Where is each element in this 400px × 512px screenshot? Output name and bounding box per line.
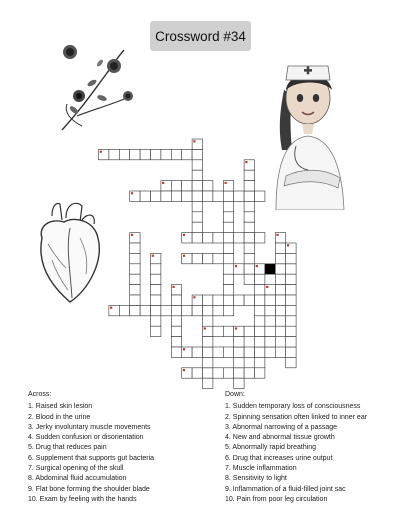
grid-cell[interactable] <box>203 295 213 305</box>
clue-number-marker <box>131 234 133 236</box>
grid-cell[interactable] <box>171 181 181 191</box>
grid-cell[interactable] <box>182 149 192 159</box>
grid-cell[interactable] <box>151 305 161 315</box>
grid-cell[interactable] <box>151 285 161 295</box>
clue-number-marker <box>183 234 185 236</box>
grid-cell[interactable] <box>286 305 296 315</box>
grid-cell[interactable] <box>244 212 254 222</box>
clue-number-marker <box>183 255 185 257</box>
clue-number-marker <box>100 151 102 153</box>
grid-cell[interactable] <box>265 326 275 336</box>
grid-cell[interactable] <box>275 285 285 295</box>
grid-cell[interactable] <box>244 295 254 305</box>
grid-cell[interactable] <box>275 264 285 274</box>
grid-cell[interactable] <box>213 253 223 263</box>
grid-cell[interactable] <box>286 326 296 336</box>
clue-number-marker <box>245 161 247 163</box>
grid-cell[interactable] <box>140 191 150 201</box>
grid-cell[interactable] <box>203 253 213 263</box>
grid-cell[interactable] <box>255 305 265 315</box>
grid-cell[interactable] <box>255 326 265 336</box>
grid-cell[interactable] <box>223 264 233 274</box>
grid-cell[interactable] <box>234 378 244 388</box>
puzzle-title: Crossword #34 <box>155 28 246 44</box>
grid-cell[interactable] <box>192 253 202 263</box>
grid-cell[interactable] <box>244 191 254 201</box>
grid-cell[interactable] <box>223 368 233 378</box>
grid-cell[interactable] <box>244 347 254 357</box>
grid-cell[interactable] <box>171 347 181 357</box>
grid-cell[interactable] <box>286 264 296 274</box>
grid-cell[interactable] <box>234 295 244 305</box>
grid-cell[interactable] <box>119 149 129 159</box>
grid-cell[interactable] <box>223 201 233 211</box>
grid-cell[interactable] <box>119 305 129 315</box>
grid-cell[interactable] <box>244 274 254 284</box>
grid-cell[interactable] <box>203 368 213 378</box>
clue-number-marker <box>162 182 164 184</box>
grid-cell[interactable] <box>171 316 181 326</box>
grid-cell[interactable] <box>286 285 296 295</box>
clue-number-marker <box>193 140 195 142</box>
clue-number-marker <box>235 265 237 267</box>
clue-number-marker <box>193 296 195 298</box>
clue-number-marker <box>183 369 185 371</box>
down-clue: 6. Drug that increases urine output <box>225 454 333 462</box>
grid-cell[interactable] <box>255 316 265 326</box>
clue-number-marker <box>152 255 154 257</box>
grid-cell[interactable] <box>203 181 213 191</box>
grid-cell[interactable] <box>171 191 181 201</box>
clue-number-marker <box>235 327 237 329</box>
grid-cell[interactable] <box>275 295 285 305</box>
grid-cell[interactable] <box>286 295 296 305</box>
grid-cell[interactable] <box>286 253 296 263</box>
grid-cell[interactable] <box>244 368 254 378</box>
grid-cell[interactable] <box>192 222 202 232</box>
grid-cell[interactable] <box>182 191 192 201</box>
grid-cell[interactable] <box>130 285 140 295</box>
grid-cell[interactable] <box>192 347 202 357</box>
grid-cell[interactable] <box>192 212 202 222</box>
across-clue: 1. Raised skin lesion <box>28 403 93 411</box>
clue-number-marker <box>204 327 206 329</box>
down-clue: 9. Inflammation of a fluid-filled joint sac <box>225 485 346 493</box>
grid-cell[interactable] <box>234 357 244 367</box>
grid-cell[interactable] <box>244 201 254 211</box>
grid-cell[interactable] <box>223 191 233 201</box>
grid-cell[interactable] <box>140 149 150 159</box>
down-clue: 1. Sudden temporary loss of consciousness <box>225 403 361 411</box>
grid-cell[interactable] <box>182 305 192 315</box>
grid-cell[interactable] <box>223 253 233 263</box>
grid-cell[interactable] <box>151 264 161 274</box>
grid-cell[interactable] <box>151 191 161 201</box>
grid-cell[interactable] <box>255 337 265 347</box>
across-clue: 9. Flat bone forming the shoulder blade <box>28 485 150 493</box>
grid-cell[interactable] <box>213 305 223 315</box>
grid-cell[interactable] <box>171 326 181 336</box>
grid-cell[interactable] <box>244 181 254 191</box>
grid-cell[interactable] <box>275 326 285 336</box>
grid-cell[interactable] <box>275 305 285 315</box>
grid-cell[interactable] <box>192 149 202 159</box>
grid-cell[interactable] <box>171 149 181 159</box>
across-clue-list <box>28 402 154 505</box>
across-heading: Across: <box>28 391 52 398</box>
grid-cell[interactable] <box>255 357 265 367</box>
grid-cell[interactable] <box>275 253 285 263</box>
across-clue: 4. Sudden confusion or disorientation <box>28 434 144 442</box>
grid-cell[interactable] <box>286 337 296 347</box>
grid-cell[interactable] <box>265 316 275 326</box>
clue-number-marker <box>173 286 175 288</box>
grid-cell[interactable] <box>265 305 275 315</box>
grid-cell[interactable] <box>223 285 233 295</box>
grid-cell[interactable] <box>171 305 181 315</box>
grid-cell[interactable] <box>130 253 140 263</box>
across-clue: 7. Surgical opening of the skull <box>28 465 124 473</box>
across-clue: 10. Exam by feeling with the hands <box>28 495 137 503</box>
grid-cell[interactable] <box>203 357 213 367</box>
down-clue-list <box>225 402 367 505</box>
grid-cell[interactable] <box>244 233 254 243</box>
filled-cell <box>265 264 275 274</box>
down-clue: 7. Muscle inflammation <box>225 465 297 473</box>
clue-number-marker <box>256 265 258 267</box>
grid-cell[interactable] <box>286 357 296 367</box>
grid-cell[interactable] <box>244 326 254 336</box>
grid-cell[interactable] <box>213 368 223 378</box>
grid-cell[interactable] <box>192 191 202 201</box>
down-heading: Down: <box>225 391 245 398</box>
grid-cell[interactable] <box>151 316 161 326</box>
grid-cell[interactable] <box>234 233 244 243</box>
grid-cell[interactable] <box>203 378 213 388</box>
grid-cell[interactable] <box>223 212 233 222</box>
grid-cell[interactable] <box>223 295 233 305</box>
grid-cell[interactable] <box>192 368 202 378</box>
grid-cell[interactable] <box>275 316 285 326</box>
grid-cell[interactable] <box>275 243 285 253</box>
grid-cell[interactable] <box>223 233 233 243</box>
grid-cell[interactable] <box>234 191 244 201</box>
grid-cell[interactable] <box>223 347 233 357</box>
grid-cell[interactable] <box>192 305 202 315</box>
grid-cell[interactable] <box>275 274 285 284</box>
grid-cell[interactable] <box>223 326 233 336</box>
grid-cell[interactable] <box>234 337 244 347</box>
grid-cell[interactable] <box>223 305 233 315</box>
clue-number-marker <box>266 286 268 288</box>
down-clue: 5. Abnormally rapid breathing <box>225 444 317 452</box>
grid-cell[interactable] <box>223 243 233 253</box>
grid-cell[interactable] <box>255 368 265 378</box>
grid-cell[interactable] <box>255 191 265 201</box>
grid-cell[interactable] <box>192 160 202 170</box>
across-clue: 6. Supplement that supports gut bacteria <box>28 454 155 462</box>
grid-cell[interactable] <box>151 149 161 159</box>
grid-cell[interactable] <box>255 295 265 305</box>
down-clue: 2. Spinning sensation often linked to inner ear <box>225 413 368 421</box>
grid-cell[interactable] <box>244 243 254 253</box>
grid-cell[interactable] <box>286 347 296 357</box>
grid-cell[interactable] <box>130 149 140 159</box>
grid-cell[interactable] <box>265 295 275 305</box>
grid-cell[interactable] <box>192 181 202 191</box>
across-clue: 5. Drug that reduces pain <box>28 444 107 452</box>
grid-cell[interactable] <box>151 326 161 336</box>
grid-cell[interactable] <box>265 337 275 347</box>
grid-cell[interactable] <box>130 305 140 315</box>
grid-cell[interactable] <box>223 222 233 232</box>
grid-cell[interactable] <box>161 191 171 201</box>
grid-cell[interactable] <box>255 274 265 284</box>
grid-cell[interactable] <box>255 233 265 243</box>
grid-cell[interactable] <box>203 191 213 201</box>
grid-cell[interactable] <box>203 305 213 315</box>
grid-cell[interactable] <box>213 191 223 201</box>
grid-cell[interactable] <box>182 181 192 191</box>
clue-number-marker <box>183 348 185 350</box>
grid-cell[interactable] <box>234 368 244 378</box>
grid-cell[interactable] <box>203 337 213 347</box>
grid-cell[interactable] <box>130 264 140 274</box>
grid-cell[interactable] <box>192 201 202 211</box>
grid-cell[interactable] <box>286 316 296 326</box>
grid-cell[interactable] <box>213 233 223 243</box>
grid-cell[interactable] <box>130 295 140 305</box>
grid-cell[interactable] <box>151 295 161 305</box>
grid-cell[interactable] <box>213 347 223 357</box>
grid-cell[interactable] <box>203 347 213 357</box>
grid-cell[interactable] <box>265 347 275 357</box>
grid-cell[interactable] <box>255 347 265 357</box>
grid-cell[interactable] <box>213 295 223 305</box>
clue-number-marker <box>225 182 227 184</box>
grid-cell[interactable] <box>171 295 181 305</box>
across-clue: 8. Abdominal fluid accumulation <box>28 475 127 483</box>
across-clues <box>28 390 154 505</box>
grid-cell[interactable] <box>140 305 150 315</box>
grid-cell[interactable] <box>151 274 161 284</box>
down-clue: 10. Pain from poor leg circulation <box>225 495 328 503</box>
grid-cell[interactable] <box>234 347 244 357</box>
grid-cell[interactable] <box>244 170 254 180</box>
grid-cell[interactable] <box>109 149 119 159</box>
grid-cell[interactable] <box>255 285 265 295</box>
grid-cell[interactable] <box>286 274 296 284</box>
clue-number-marker <box>110 307 112 309</box>
grid-cell[interactable] <box>192 233 202 243</box>
grid-cell[interactable] <box>203 233 213 243</box>
across-clue: 2. Blood in the urine <box>28 413 91 421</box>
grid-cell[interactable] <box>192 170 202 180</box>
down-clues <box>225 390 367 505</box>
down-clue: 8. Sensitivity to light <box>225 475 287 483</box>
down-clue: 3. Abnormal narrowing of a passage <box>225 423 338 431</box>
clue-number-marker <box>131 192 133 194</box>
grid-cell[interactable] <box>275 347 285 357</box>
grid-cell[interactable] <box>223 274 233 284</box>
grid-cell[interactable] <box>171 337 181 347</box>
grid-cell[interactable] <box>161 305 171 315</box>
grid-cell[interactable] <box>161 149 171 159</box>
grid-cell[interactable] <box>130 274 140 284</box>
down-clue: 4. New and abnormal tissue growth <box>225 434 335 442</box>
grid-cell[interactable] <box>130 243 140 253</box>
grid-cell[interactable] <box>244 264 254 274</box>
grid-cell[interactable] <box>244 253 254 263</box>
clue-number-marker <box>287 244 289 246</box>
across-clue: 3. Jerky involuntary muscle movements <box>28 423 151 431</box>
grid-cell[interactable] <box>203 316 213 326</box>
grid-cell[interactable] <box>244 222 254 232</box>
clue-number-marker <box>277 234 279 236</box>
grid-cell[interactable] <box>213 326 223 336</box>
